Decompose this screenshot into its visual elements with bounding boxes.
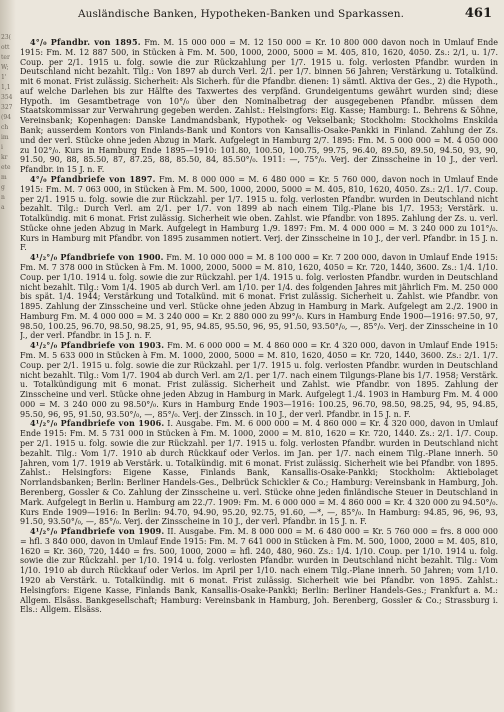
- pfandbrief-entry-1903: [20, 341, 498, 419]
- gutter-fragment: 354: [1, 94, 13, 101]
- gutter-fragment: 1': [1, 74, 7, 81]
- entry-body: Fm. M. 6 000 000 = M. 4 860 000 = Kr. 4 320 000, davon in Umlauf Ende 1915: Fm. M. 5 633 000 in Stücken à Fm. M. 1000, 2000, 5000 = M. 810, 1620, 4050 = Kr. 720, 1440, 3600. Zs.: 2/1. 1/7. Coup. per 2/1. 1915 u. folg. sowie die zur Rückzahl. per 1/7. 1915 u. folg. verlosten Pfandbr. wurden in Deutschland nicht bezahlt. Tilg.: Vom 1/7. 1904 ab durch Verl. am 2/1. per 1/7. nach einem Tilgungs-Plane bis 1/7. 1958; Verstärk. u. Totalkündigung mit 6 monat. Frist zulässig. Sicherheit und Zahlst. wie Pfandbr. von 1895. Zahlung der Zinsscheine und verl. Stücke ohne jeden Abzug in Hamburg in Mark. Aufgelegt 1./4. 1903 in Hamburg Fm. M. 4 000 000 = M. 3 240 000 zu 98.50°/₀. Kurs in Hamburg Ende 1903—1916: 100.25, 96.70, 98.50, 98.25, 94, 95, 94.85, 95.50, 96, 95, 91.50, 93.50°/₀, —, 85°/₀. Verj. der Zinssch. in 10 J., der verl. Pfandbr. in 15 J. n. F.: [20, 341, 498, 419]
- entry-body: Fm. M. 8 000 000 = M. 6 480 000 = Kr. 5 760 000, davon noch in Umlauf Ende 1915: Fm. M. 7 063 000, in Stücken à Fm. M. 500, 1000, 2000, 5000 = M. 405, 810, 1620, 4050. Zs.: 2/1. 1/7. Coup. per 2/1. 1915 u. folg. sowie die zur Rückzahl. per 1/7. 1915 u. folg. verlosten Pfandbr. wurden in Deutschland nicht bezahlt. Tilg.: Durch Verl. am 2/1. per 1/7. von 1899 ab nach einem Tilg.-Plane bis 1/7. 1953; Verstärk. u. Totalkündig. mit 6 monat. Frist zulässig. Sicherheit wie oben. Zahlst. wie Pfandbr. von 1895. Zahlung der Zs. u. verl. Stücke ohne jeden Abzug in Mark. Aufgelegt in Hamburg 1./9. 1897: Fm. M. 4 000 000 = M. 3 240 000 zu 101°/₀. Kurs in Hamburg mit Pfandbr. von 1895 zusammen notiert. Verj. der Zinsscheine in 10 J., der verl. Pfandbr. in 15 J. n. F.: [20, 174, 498, 253]
- entry-title: 4¹/₂°/₀ Pfandbriefe von 1909.: [30, 526, 165, 537]
- gutter-fragment: g: [1, 184, 5, 191]
- gutter-fragment: ch: [1, 124, 9, 131]
- gutter-fragment: n: [1, 194, 5, 201]
- gutter-fragment: im: [1, 134, 9, 141]
- gutter-fragment: kr: [1, 154, 8, 161]
- page-header: [18, 6, 496, 22]
- pfandbrief-entry-1897: [20, 175, 498, 253]
- gutter-fragment: ter: [1, 54, 10, 61]
- entry-body: I. Ausgabe. Fm. M. 6 000 000 = M. 4 860 000 = Kr. 4 320 000, davon in Umlauf Ende 1915: Fm. M. 5 731 000 in Stücken à Fm. M. 1000, 2000 = M. 810, 1620 = Kr. 720, 1440. Zs.: 2/1. 1/7. Coup. per 2/1. 1915 u. folg. sowie die zur Rückzahl. per 1/7. 1915 u. folg. verlosten Pfandbr. wurden in Deutschland nicht bezahlt. Tilg.: Vom 1/7. 1910 ab durch Rückkauf oder Verlos. im Jan. per 1/7. nach einem Tilg.-Plane innerh. 50 Jahren, vom 1/7. 1919 ab Verstärk. u. Totalkündig. mit 6 monat. Frist zulässig. Sicherheit wie bei Pfandbr. von 1895. Zahlst.: Helsingfors: Eigene Kasse, Finlands Bank, Kansallis-Osake-Pankki; Stockholm: Aktiebolaget Norrlandsbanken; Berlin: Berliner Handels-Ges., Delbrück Schickler & Co.; Hamburg: Vereinsbank in Hamburg, Joh. Berenberg, Gossler & Co. Zahlung der Zinsscheine u. verl. Stücke ohne jeden finländische Steuer in Deutschland in Mark. Aufgelegt in Berlin u. Hamburg am 22./7. 1909: Fm. M. 6 000 000 = M. 4 860 000 = Kr. 4 320 000 zu 94.50°/₀. Kurs Ende 1909—1916: In Berlin: 94.70, 94.90, 95.20, 92.75, 91.60, —*, —, 85°/₀. In Hamburg: 94.85, 96, 96, 93, 91.50, 93.50°/₀, —, 85°/₀. Verj. der Zinsscheine in 10 J., der verl. Pfandbr. in 15 J. n. F.: [20, 419, 498, 527]
- entry-title: 4¹/₂°/₀ Pfandbriefe von 1900.: [30, 252, 164, 263]
- gutter-fragment: (94: [1, 114, 11, 121]
- entry-title: 4¹/₂°/₀ Pfandbriefe von 1906.: [30, 418, 165, 429]
- gutter-fragment: 327: [1, 104, 13, 111]
- entry-title: 4°/₀ Pfandbr. von 1895.: [30, 38, 141, 47]
- gutter-fragment: m: [1, 174, 7, 181]
- entry-body: Fm. M. 15 000 000 = M. 12 150 000 = Kr. 10 800 000 davon noch in Umlauf Ende 1915: Fm. M. 12 887 500, in Stücken à Fm. M. 500, 1000, 2000, 5000 = M. 405, 810, 1620, 4050. Zs.: 2/1, u. 1/7. Coup. per 2/1. 1915 u. folg. sowie die zur Rückzahlung per 1/7. 1915 u. folg. verlosten Pfandbr. wurden in Deutschland nicht bezahlt. Tilg.: Von 1897 ab durch Verl. 2/1. per 1/7. binnen 56 Jahren; Verstärkung u. Totalkünd. mit 6 monat. Frist zulässig. Sicherheit: Als Sicherh. für die Pfandbr. dienen: 1) sämtl. Aktiva der Ges., 2) die Hypoth., auf welche Darlehen bis zur Hälfte des Taxwertes des verpfänd. Grundeigentums gewährt wurden sind; diese Hypoth. im Gesamtbetrage von 10°/₀ über den Nominalbetrag der ausgegebenen Pfandbr. müssen dem Staatskommissar zur Verwahrung gegeben werden. Zahlst.: Helsingfors: Eig. Kasse; Hamburg: L. Behrens & Söhne, Vereinsbank; Kopenhagen: Danske Landmandsbank, Hypothek- og Vekselbank; Stockholm: Stockholms Enskilda Bank; ausserdem Kontors von Finlands-Bank und Kontors von Kansallis-Osake-Pankki in Finland. Zahlung der Zs. und der verl. Stücke ohne jeden Abzug in Mark. Aufgelegt in Hamburg 2/7. 1895: Fm. M. 5 000 000 = M. 4 050 000 zu 102°/₀. Kurs in Hamburg Ende 1895—1910: 101.80, 100.50, 100.75, 99.75, 96.40, 89.50, 89.50, 94.50, 93, 90, 91.50, 90, 88, 85.50, 87, 87.25, 88, 85.50, 84, 85.50°/₀. 1911: —, 75°/₀. Verj. der Zinsscheine in 10 J., der verl. Pfandbr. in 15 J. n. F.: [20, 38, 498, 175]
- pfandbrief-entry-1895: [20, 38, 498, 175]
- gutter-fragment: ott: [1, 44, 10, 51]
- pfandbrief-entry-1909: [20, 527, 498, 615]
- gutter-fragment: W;: [1, 64, 9, 71]
- pfandbrief-entry-1906: [20, 419, 498, 527]
- adjacent-page-gutter: [0, 0, 16, 712]
- gutter-fragment: 23(: [1, 34, 11, 41]
- page-number: 461: [464, 6, 492, 21]
- gutter-fragment: a: [1, 204, 5, 211]
- gutter-fragment: ete: [1, 164, 11, 171]
- entry-body: II. Ausgabe. Fm. M. 8 000 000 = M. 6 480 000 = Kr. 5 760 000 = frs. 8 000 000 = hfl. 3 840 000, davon in Umlauf Ende 1915: Fm. M. 7 641 000 in Stücken à Fm. M. 500, 1000, 2000 = M. 405, 810, 1620 = Kr. 360, 720, 1440 = frs. 500, 1000, 2000 = hfl. 240, 480, 960. Zs.: 1/4. 1/10. Coup. per 1/10. 1914 u. folg. sowie die zur Rückzahl. per 1/10. 1914 u. folg. verlosten Pfandbr. wurden in Deutschland nicht bezahlt. Tilg.: Vom 1/10. 1910 ab durch Rückkauf oder Verlos. im April per 1/10. nach einem Tilg.-Plane innerh. 50 Jahren; vom 1/10. 1920 ab Verstärk. u. Totalkündig. mit 6 monat. Frist zulässig. Sicherheit wie bei Pfandbr. von 1895. Zahlst.: Helsingfors: Eigene Kasse, Finlands Bank, Kansallis-Osake-Pankki; Berlin: Berliner Handels-Ges.; Frankfurt a. M.: Allgem. Elsäss. Bankgesellschaft; Hamburg: Vereinsbank in Hamburg, Joh. Berenberg, Gossler & Co.; Strassburg i. Els.: Allgem. Elsäss.: [20, 527, 498, 615]
- entry-body: Fm. M. 10 000 000 = M. 8 100 000 = Kr. 7 200 000, davon in Umlauf Ende 1915: Fm. M. 7 378 000 in Stücken à Fm. M. 1000, 2000, 5000 = M. 810, 1620, 4050 = Kr. 720, 1440, 3600. Zs.: 1/4. 1/10. Coup. per 1/10. 1914 u. folg. sowie die zur Rückzahl. per 1/4. 1915 u. folg. verlosten Pfandbr. wurden in Deutschland nicht bezahlt. Tilg.: Vom 1/4. 1905 ab durch Verl. am 1/10. per 1/4. des folgenden Jahres mit jährlich Fm. M. 250 000 bis spät. 1/4. 1944; Verstärkung und Totalkünd. mit 6 monat. Frist zulässig. Sicherheit u. Zahlst. wie Pfandbr. von 1895. Zahlung der Zinsscheine und verl. Stücke ohne jeden Abzug in Hamburg in Mark. Aufgelegt am 2./2. 1900 in Hamburg Fm. M. 4 000 000 = M. 3 240 000 = Kr. 2 880 000 zu 99°/₀. Kurs in Hamburg Ende 1900—1916: 97.50, 97, 98.50, 100.25, 96.70, 98.50, 98.25, 91, 95, 94.85, 95.50, 96, 95, 91.50, 93.50°/₀, —, 85°/₀. Verj. der Zinsscheine in 10 J., der verl. Pfandbr. in 15 J. n. F.: [20, 253, 498, 341]
- pfandbrief-entry-1900: [20, 253, 498, 341]
- gutter-fragment: i: [1, 144, 3, 151]
- body-text: [20, 38, 498, 708]
- entry-title: 4¹/₂°/₀ Pfandbriefe von 1903.: [30, 340, 165, 351]
- gutter-fragment: 1,1: [1, 84, 11, 91]
- entry-title: 4°/₀ Pfandbriefe von 1897.: [30, 173, 156, 184]
- running-head: Ausländische Banken, Hypotheken-Banken und Sparkassen.: [78, 8, 405, 20]
